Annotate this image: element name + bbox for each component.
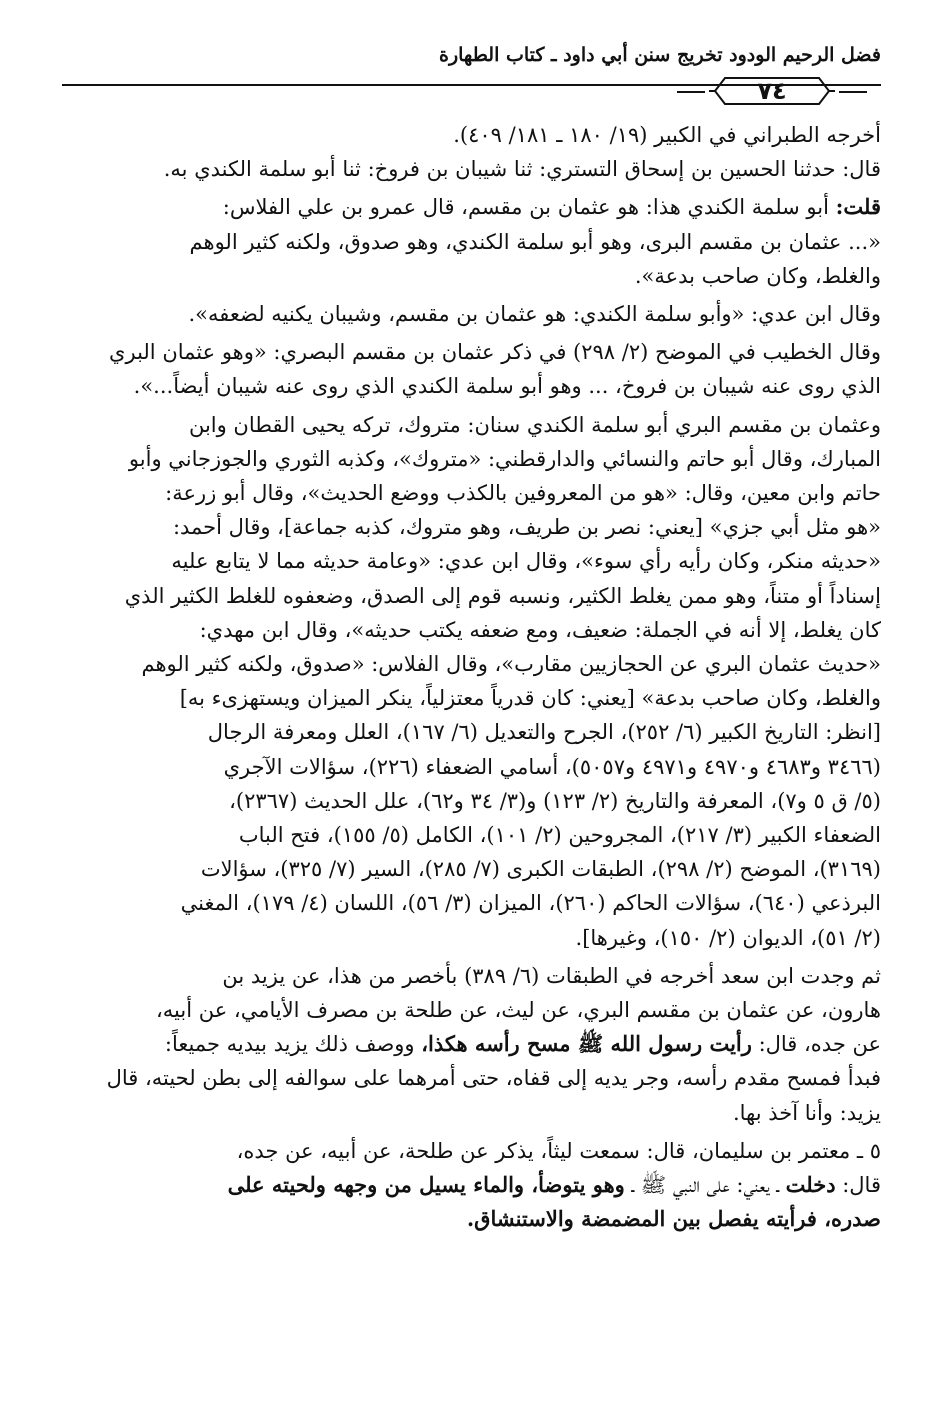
text-span: وعثمان بن مقسم البري أبو سلمة الكندي سنان: متروك، تركه يحيى القطان وابن bbox=[188, 412, 881, 437]
text-line bbox=[59, 1061, 881, 1095]
bold-text-span: قلت: bbox=[835, 194, 881, 220]
text-span: والغلط، وكان صاحب بدعة» [يعني: كان قدرياً معتزلياً، ينكر الميزان ويستهزىء به] bbox=[179, 686, 881, 711]
text-span: الذي روى عنه شيبان بن فروخ، ... وهو أبو سلمة الكندي الذي روى عنه شيبان أيضاً...». bbox=[133, 374, 881, 399]
text-line bbox=[59, 442, 881, 476]
text-line bbox=[59, 681, 881, 715]
text-span: أخرجه الطبراني في الكبير (١٩/ ١٨٠ ـ ١٨١/ ٤٠٩). bbox=[453, 123, 881, 147]
text-line bbox=[59, 921, 881, 955]
running-header-title: فضل الرحيم الودود تخريج سنن أبي داود ـ كتاب الطهارة bbox=[439, 44, 881, 66]
text-line bbox=[59, 118, 881, 152]
text-span: أبو سلمة الكندي هذا: هو عثمان بن مقسم، قال عمرو بن علي الفلاس: bbox=[222, 195, 836, 220]
text-line bbox=[59, 369, 881, 403]
text-line bbox=[59, 335, 881, 369]
page-number-ornament bbox=[677, 77, 867, 120]
text-span: وقال الخطيب في الموضح (٢/ ٢٩٨) في ذكر عثمان بن مقسم البصري: «وهو عثمان البري bbox=[109, 340, 881, 365]
text-line bbox=[59, 784, 881, 818]
text-line bbox=[59, 886, 881, 920]
text-line bbox=[59, 579, 881, 613]
text-line bbox=[59, 1027, 881, 1061]
text-line bbox=[59, 750, 881, 784]
text-line bbox=[59, 1134, 881, 1168]
text-span: ـ يعني: على النبي ﷺ ـ bbox=[624, 1173, 786, 1198]
text-span: هارون، عن عثمان بن مقسم البري، عن ليث، عن طلحة بن مصرف الأيامي، عن أبيه، bbox=[156, 998, 881, 1023]
page-number: ٧٤ bbox=[757, 77, 787, 105]
text-line bbox=[59, 476, 881, 510]
text-line bbox=[59, 259, 881, 293]
text-line bbox=[59, 1096, 881, 1130]
text-line bbox=[59, 1202, 881, 1236]
text-span: «حديثه منكر، وكان رأيه رأي سوء»، وقال ابن عدي: «وعامة حديثه مما لا يتابع عليه bbox=[171, 549, 881, 574]
text-span: ٥ ـ معتمر بن سليمان، قال: سمعت ليثاً، يذكر عن طلحة، عن أبيه، عن جده، bbox=[236, 1138, 881, 1163]
text-span: فبدأ فمسح مقدم رأسه، وجر يديه إلى قفاه، حتى أمرهما على سوالفه إلى بطن لحيته، قال bbox=[106, 1066, 881, 1091]
bold-text-span: وهو يتوضأ، والماء يسيل من وجهه ولحيته على bbox=[227, 1172, 625, 1198]
text-span: قال: bbox=[835, 1173, 881, 1198]
bold-text-span: صدره، فرأيته يفصل بين المضمضة والاستنشاق. bbox=[466, 1206, 881, 1232]
text-span: الضعفاء الكبير (٣/ ٢١٧)، المجروحين (٢/ ١٠١)، الكامل (٥/ ١٥٥)، فتح الباب bbox=[238, 823, 881, 848]
text-span: كان يغلط، إلا أنه في الجملة: ضعيف، ومع ضعفه يكتب حديثه»، وقال ابن مهدي: bbox=[199, 617, 881, 642]
text-span: ووصف ذلك يزيد بيديه جميعاً: bbox=[164, 1032, 422, 1057]
text-span: إسناداً أو متناً، وهو ممن يغلط الكثير، ونسبه قوم إلى الصدق، وضعفوه للغلط الكثير الذي bbox=[124, 583, 881, 608]
text-line bbox=[59, 225, 881, 259]
text-line bbox=[59, 715, 881, 749]
ornament-lines-left bbox=[677, 80, 705, 98]
text-line bbox=[59, 647, 881, 681]
bold-text-span: رأيت رسول الله ﷺ مسح رأسه هكذا، bbox=[421, 1031, 752, 1057]
text-span: [انظر: التاريخ الكبير (٦/ ٢٥٢)، الجرح والتعديل (٦/ ١٦٧)، العلل ومعرفة الرجال bbox=[207, 720, 881, 745]
text-line bbox=[59, 297, 881, 331]
text-line bbox=[59, 544, 881, 578]
text-span: (٥/ ق ٥ و٧)، المعرفة والتاريخ (٢/ ١٢٣) و(٣/ ٣٤ و٦٢)، علل الحديث (٢٣٦٧)، bbox=[229, 788, 881, 813]
text-span: وقال ابن عدي: «وأبو سلمة الكندي: هو عثمان بن مقسم، وشيبان يكنيه لضعفه». bbox=[188, 302, 881, 327]
text-span: «هو مثل أبي جزي» [يعني: نصر بن طريف، وهو متروك، كذبه جماعة]، وقال أحمد: bbox=[172, 515, 881, 540]
text-span: (٢/ ٥١)، الديوان (٢/ ١٥٠)، وغيرها]. bbox=[575, 925, 881, 950]
text-span: المبارك، وقال أبو حاتم والنسائي والدارقطني: «متروك»، وكذبه الثوري والجوزجاني وأبو bbox=[128, 446, 881, 471]
text-line bbox=[59, 959, 881, 993]
text-span: حاتم وابن معين، وقال: «هو من المعروفين بالكذب ووضع الحديث»، وقال أبو زرعة: bbox=[165, 481, 881, 506]
text-line bbox=[59, 993, 881, 1027]
text-line bbox=[59, 510, 881, 544]
text-line bbox=[59, 613, 881, 647]
body-text bbox=[59, 118, 881, 1237]
text-line bbox=[59, 408, 881, 442]
text-span: عن جده، قال: bbox=[751, 1032, 881, 1057]
text-line bbox=[59, 152, 881, 186]
text-span: «حديث عثمان البري عن الحجازيين مقارب»، وقال الفلاس: «صدوق، ولكنه كثير الوهم bbox=[141, 652, 881, 677]
ornament-lines-right bbox=[839, 80, 867, 98]
text-span: يزيد: وأنا آخذ بها. bbox=[732, 1100, 881, 1125]
text-span: والغلط، وكان صاحب بدعة». bbox=[634, 263, 881, 288]
text-line bbox=[59, 190, 881, 224]
text-span: (٣٤٦٦ و٤٦٨٣ و٤٩٧٠ و٤٩٧١ و٥٠٥٧)، أسامي الضعفاء (٢٢٦)، سؤالات الآجري bbox=[223, 754, 881, 779]
text-span: البرذعي (٦٤٠)، سؤالات الحاكم (٢٦٠)، الميزان (٣/ ٥٦)، اللسان (٤/ ١٧٩)، المغني bbox=[180, 891, 881, 916]
text-line bbox=[59, 818, 881, 852]
text-span: قال: حدثنا الحسين بن إسحاق التستري: ثنا شيبان بن فروخ: ثنا أبو سلمة الكندي به. bbox=[163, 157, 881, 182]
text-span: (٣١٦٩)، الموضح (٢/ ٢٩٨)، الطبقات الكبرى (٧/ ٢٨٥)، السير (٧/ ٣٢٥)، سؤالات bbox=[200, 857, 881, 882]
bold-text-span: دخلت bbox=[785, 1172, 836, 1198]
text-span: «... عثمان بن مقسم البرى، وهو أبو سلمة الكندي، وهو صدوق، ولكنه كثير الوهم bbox=[189, 229, 881, 254]
text-line bbox=[59, 1168, 881, 1202]
text-span: ثم وجدت ابن سعد أخرجه في الطبقات (٦/ ٣٨٩) بأخصر من هذا، عن يزيد بن bbox=[222, 963, 881, 988]
text-line bbox=[59, 852, 881, 886]
